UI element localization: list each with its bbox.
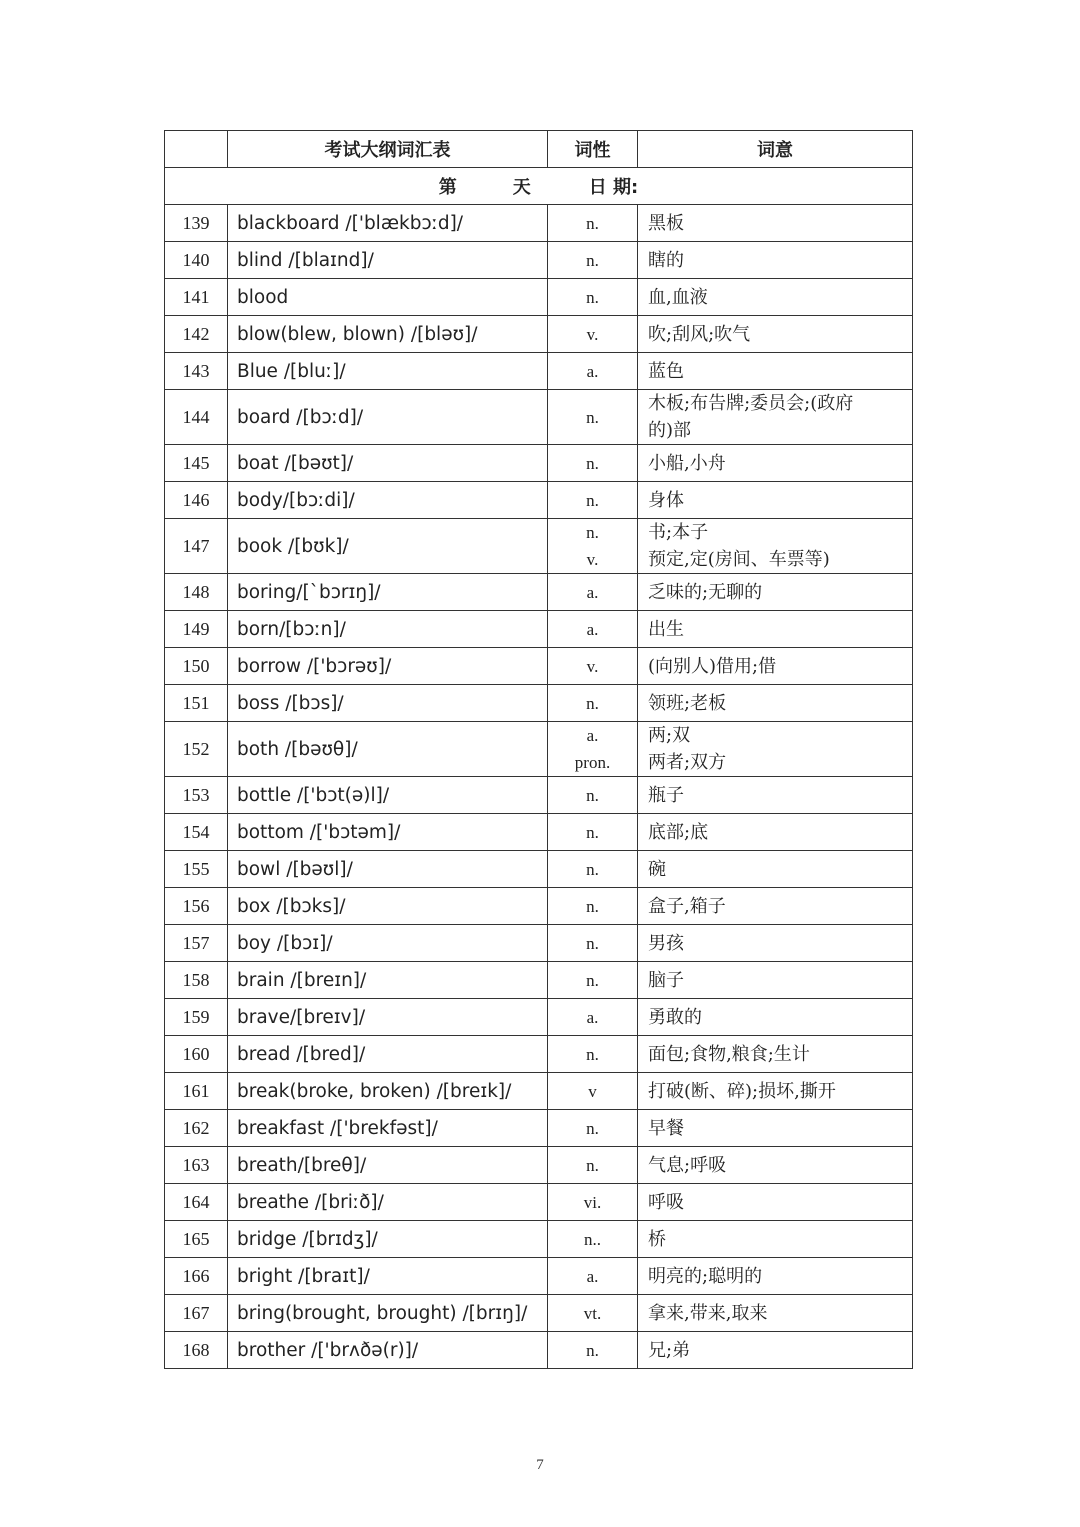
table-row [165, 888, 913, 925]
entry-part-of-speech [548, 205, 638, 242]
entry-word: box /[bɔks]/ [228, 888, 548, 925]
entry-part-of-speech [548, 316, 638, 353]
entry-word: board /[bɔːd]/ [228, 390, 548, 445]
entry-meaning [638, 1110, 913, 1147]
page-number: 7 [536, 1457, 544, 1473]
meaning-line: 木板;布告牌;委员会;(政府 [648, 393, 854, 414]
part-of-speech-line: v [588, 1081, 597, 1101]
entry-word: blood [228, 279, 548, 316]
entry-meaning [638, 722, 913, 777]
entry-word: bowl /[bəʊl]/ [228, 851, 548, 888]
table-row [165, 1332, 913, 1369]
entry-word: break(broke, broken) /[breɪk]/ [228, 1073, 548, 1110]
entry-number: 150 [165, 648, 228, 685]
entry-word: breath/[breθ]/ [228, 1147, 548, 1184]
entry-word: brain /[breɪn]/ [228, 962, 548, 999]
entry-part-of-speech [548, 482, 638, 519]
part-of-speech-line: a. [586, 582, 599, 602]
part-of-speech-line: n. [586, 1118, 599, 1138]
entry-meaning [638, 685, 913, 722]
part-of-speech-line: n. [586, 453, 599, 473]
meaning-line: 两者;双方 [648, 752, 727, 773]
entry-part-of-speech [548, 1295, 638, 1332]
day-date-row [165, 168, 913, 205]
entry-part-of-speech [548, 722, 638, 777]
meaning-line: 瞎的 [648, 249, 684, 271]
part-of-speech-line: vi. [583, 1192, 602, 1212]
part-of-speech-line: n. [586, 859, 599, 879]
entry-meaning [638, 242, 913, 279]
part-of-speech-line: n. [586, 785, 599, 805]
table-row [165, 390, 913, 445]
table-row [165, 279, 913, 316]
entry-part-of-speech [548, 962, 638, 999]
meaning-line: 乏味的;无聊的 [648, 581, 763, 603]
header-number-cell [165, 131, 228, 168]
meaning-line: 血,血液 [648, 286, 708, 308]
part-of-speech-line: n. [586, 1340, 599, 1360]
entry-meaning [638, 445, 913, 482]
entry-part-of-speech [548, 1258, 638, 1295]
entry-number: 153 [165, 777, 228, 814]
header-word: 考试大纲词汇表 [228, 131, 548, 168]
entry-number: 151 [165, 685, 228, 722]
meaning-line: 的)部 [648, 420, 692, 441]
entry-number: 156 [165, 888, 228, 925]
part-of-speech-line: n. [586, 693, 599, 713]
entry-part-of-speech [548, 445, 638, 482]
meaning-line: 领班;老板 [648, 692, 727, 714]
part-of-speech-line: vt. [583, 1303, 602, 1323]
meaning-line: 身体 [648, 489, 684, 511]
header-part-of-speech: 词性 [548, 131, 638, 168]
entry-part-of-speech [548, 1184, 638, 1221]
part-of-speech-line: pron. [574, 753, 611, 772]
entry-word: boring/[`bɔrɪŋ]/ [228, 574, 548, 611]
entry-part-of-speech [548, 777, 638, 814]
meaning-line: 男孩 [648, 932, 684, 954]
entry-part-of-speech [548, 648, 638, 685]
table-row [165, 445, 913, 482]
entry-number: 159 [165, 999, 228, 1036]
table-row [165, 648, 913, 685]
entry-number: 143 [165, 353, 228, 390]
entry-word: both /[bəʊθ]/ [228, 722, 548, 777]
meaning-line: 早餐 [648, 1117, 684, 1139]
meaning-line: 出生 [648, 618, 684, 640]
entry-number: 163 [165, 1147, 228, 1184]
entry-number: 149 [165, 611, 228, 648]
entry-meaning [638, 1258, 913, 1295]
meaning-line: 底部;底 [648, 821, 709, 843]
entry-part-of-speech [548, 390, 638, 445]
part-of-speech-line: n. [586, 490, 599, 510]
meaning-line: 打破(断、碎);损坏,撕开 [648, 1080, 836, 1102]
entry-number: 139 [165, 205, 228, 242]
entry-meaning [638, 999, 913, 1036]
entry-meaning [638, 390, 913, 445]
entry-meaning [638, 519, 913, 574]
part-of-speech-line: a. [586, 1266, 599, 1286]
table-row [165, 814, 913, 851]
entry-meaning [638, 316, 913, 353]
table-row [165, 1036, 913, 1073]
meaning-line: 兄;弟 [648, 1339, 691, 1361]
table-row [165, 519, 913, 574]
meaning-line: (向别人)借用;借 [648, 655, 777, 677]
table-row [165, 851, 913, 888]
entry-number: 152 [165, 722, 228, 777]
part-of-speech-line: v. [586, 656, 599, 676]
part-of-speech-line: n. [586, 1155, 599, 1175]
table-row [165, 611, 913, 648]
entry-number: 157 [165, 925, 228, 962]
table-row [165, 1147, 913, 1184]
day-label-day: 天 [512, 177, 531, 198]
meaning-line: 蓝色 [648, 360, 684, 382]
meaning-line: 明亮的;聪明的 [648, 1265, 763, 1287]
entry-part-of-speech [548, 1036, 638, 1073]
entry-word: boss /[bɔs]/ [228, 685, 548, 722]
table-row [165, 685, 913, 722]
entry-meaning [638, 1332, 913, 1369]
part-of-speech-line: a. [586, 361, 599, 381]
entry-part-of-speech [548, 888, 638, 925]
meaning-line: 勇敢的 [648, 1006, 702, 1028]
entry-number: 144 [165, 390, 228, 445]
entry-part-of-speech [548, 242, 638, 279]
part-of-speech-line: n. [586, 407, 599, 427]
entry-word: blind /[blaɪnd]/ [228, 242, 548, 279]
entry-meaning [638, 1147, 913, 1184]
entry-part-of-speech [548, 519, 638, 574]
entry-part-of-speech [548, 1110, 638, 1147]
meaning-line: 瓶子 [648, 784, 684, 806]
vocabulary-table [164, 130, 913, 1369]
meaning-line: 脑子 [648, 969, 684, 991]
entry-word: boat /[bəʊt]/ [228, 445, 548, 482]
entry-number: 142 [165, 316, 228, 353]
entry-number: 148 [165, 574, 228, 611]
entry-number: 146 [165, 482, 228, 519]
entry-number: 155 [165, 851, 228, 888]
meaning-line: 盒子,箱子 [648, 895, 726, 917]
entry-number: 145 [165, 445, 228, 482]
entry-part-of-speech [548, 999, 638, 1036]
entry-meaning [638, 1295, 913, 1332]
meaning-line: 气息;呼吸 [648, 1154, 727, 1176]
table-row [165, 962, 913, 999]
entry-word: born/[bɔːn]/ [228, 611, 548, 648]
entry-meaning [638, 353, 913, 390]
entry-part-of-speech [548, 685, 638, 722]
table-row [165, 1295, 913, 1332]
entry-word: book /[bʊk]/ [228, 519, 548, 574]
meaning-line: 拿来,带来,取来 [648, 1302, 768, 1324]
entry-word: bright /[braɪt]/ [228, 1258, 548, 1295]
entry-meaning [638, 851, 913, 888]
part-of-speech-line: n. [586, 250, 599, 270]
entry-word: boy /[bɔɪ]/ [228, 925, 548, 962]
entry-part-of-speech [548, 851, 638, 888]
table-row [165, 574, 913, 611]
table-row [165, 999, 913, 1036]
entry-meaning [638, 279, 913, 316]
entry-meaning [638, 648, 913, 685]
meaning-line: 预定,定(房间、车票等) [648, 549, 830, 570]
meaning-line: 黑板 [648, 212, 684, 234]
entry-number: 158 [165, 962, 228, 999]
entry-meaning [638, 205, 913, 242]
meaning-line: 呼吸 [648, 1191, 684, 1213]
table-row [165, 1221, 913, 1258]
part-of-speech-line: n.. [584, 1229, 601, 1249]
entry-word: bread /[bred]/ [228, 1036, 548, 1073]
entry-part-of-speech [548, 925, 638, 962]
table-row [165, 482, 913, 519]
entry-number: 168 [165, 1332, 228, 1369]
part-of-speech-line: n. [586, 287, 599, 307]
table-row [165, 353, 913, 390]
entry-number: 167 [165, 1295, 228, 1332]
entry-meaning [638, 574, 913, 611]
part-of-speech-line: n. [586, 1044, 599, 1064]
table-row [165, 1258, 913, 1295]
entry-part-of-speech [548, 611, 638, 648]
entry-word: breakfast /['brekfəst]/ [228, 1110, 548, 1147]
day-label-first: 第 [438, 177, 457, 198]
meaning-line: 书;本子 [648, 522, 709, 543]
entry-meaning [638, 1221, 913, 1258]
entry-part-of-speech [548, 353, 638, 390]
entry-word: brother /['brʌðə(r)]/ [228, 1332, 548, 1369]
header-meaning: 词意 [638, 131, 913, 168]
table-row [165, 1184, 913, 1221]
entry-part-of-speech [548, 1147, 638, 1184]
entry-word: bottle /['bɔt(ə)l]/ [228, 777, 548, 814]
entry-meaning [638, 777, 913, 814]
entry-number: 160 [165, 1036, 228, 1073]
date-label: 日 期: [588, 177, 639, 198]
table-row [165, 1073, 913, 1110]
part-of-speech-line: n. [586, 523, 599, 542]
entry-part-of-speech [548, 279, 638, 316]
entry-number: 166 [165, 1258, 228, 1295]
table-row [165, 1110, 913, 1147]
entry-meaning [638, 1184, 913, 1221]
entry-number: 140 [165, 242, 228, 279]
part-of-speech-line: v. [586, 324, 599, 344]
entry-part-of-speech [548, 1073, 638, 1110]
entry-word: brave/[breɪv]/ [228, 999, 548, 1036]
entry-number: 147 [165, 519, 228, 574]
meaning-line: 两;双 [648, 725, 691, 746]
entry-part-of-speech [548, 1221, 638, 1258]
table-row [165, 205, 913, 242]
part-of-speech-line: n. [586, 213, 599, 233]
entry-meaning [638, 925, 913, 962]
entry-meaning [638, 482, 913, 519]
entry-meaning [638, 962, 913, 999]
entry-word: bottom /['bɔtəm]/ [228, 814, 548, 851]
table-row [165, 777, 913, 814]
entry-word: body/[bɔːdi]/ [228, 482, 548, 519]
table-row [165, 722, 913, 777]
entry-word: bring(brought, brought) /[brɪŋ]/ [228, 1295, 548, 1332]
entry-word: breathe /[briːð]/ [228, 1184, 548, 1221]
meaning-line: 碗 [648, 858, 666, 880]
entry-meaning [638, 1036, 913, 1073]
entry-meaning [638, 1073, 913, 1110]
part-of-speech-line: n. [586, 933, 599, 953]
part-of-speech-line: v. [586, 550, 599, 569]
entry-number: 165 [165, 1221, 228, 1258]
part-of-speech-line: n. [586, 822, 599, 842]
table-row [165, 242, 913, 279]
part-of-speech-line: n. [586, 970, 599, 990]
table-body [165, 168, 913, 1369]
entry-part-of-speech [548, 814, 638, 851]
table-row [165, 925, 913, 962]
entry-meaning [638, 814, 913, 851]
entry-word: bridge /[brɪdʒ]/ [228, 1221, 548, 1258]
entry-word: Blue /[bluː]/ [228, 353, 548, 390]
table-header-row [165, 131, 913, 168]
entry-word: blow(blew, blown) /[bləʊ]/ [228, 316, 548, 353]
entry-number: 164 [165, 1184, 228, 1221]
part-of-speech-line: n. [586, 896, 599, 916]
part-of-speech-line: a. [586, 726, 599, 745]
meaning-line: 小船,小舟 [648, 452, 726, 474]
meaning-line: 桥 [648, 1228, 666, 1250]
table-row [165, 316, 913, 353]
entry-word: blackboard /['blækbɔːd]/ [228, 205, 548, 242]
entry-number: 141 [165, 279, 228, 316]
entry-meaning [638, 888, 913, 925]
entry-number: 161 [165, 1073, 228, 1110]
entry-number: 154 [165, 814, 228, 851]
meaning-line: 吹;刮风;吹气 [648, 323, 751, 345]
entry-part-of-speech [548, 1332, 638, 1369]
entry-meaning [638, 611, 913, 648]
part-of-speech-line: a. [586, 1007, 599, 1027]
day-date-cell [165, 168, 913, 205]
entry-number: 162 [165, 1110, 228, 1147]
entry-word: borrow /['bɔrəʊ]/ [228, 648, 548, 685]
entry-part-of-speech [548, 574, 638, 611]
meaning-line: 面包;食物,粮食;生计 [648, 1043, 810, 1065]
part-of-speech-line: a. [586, 619, 599, 639]
